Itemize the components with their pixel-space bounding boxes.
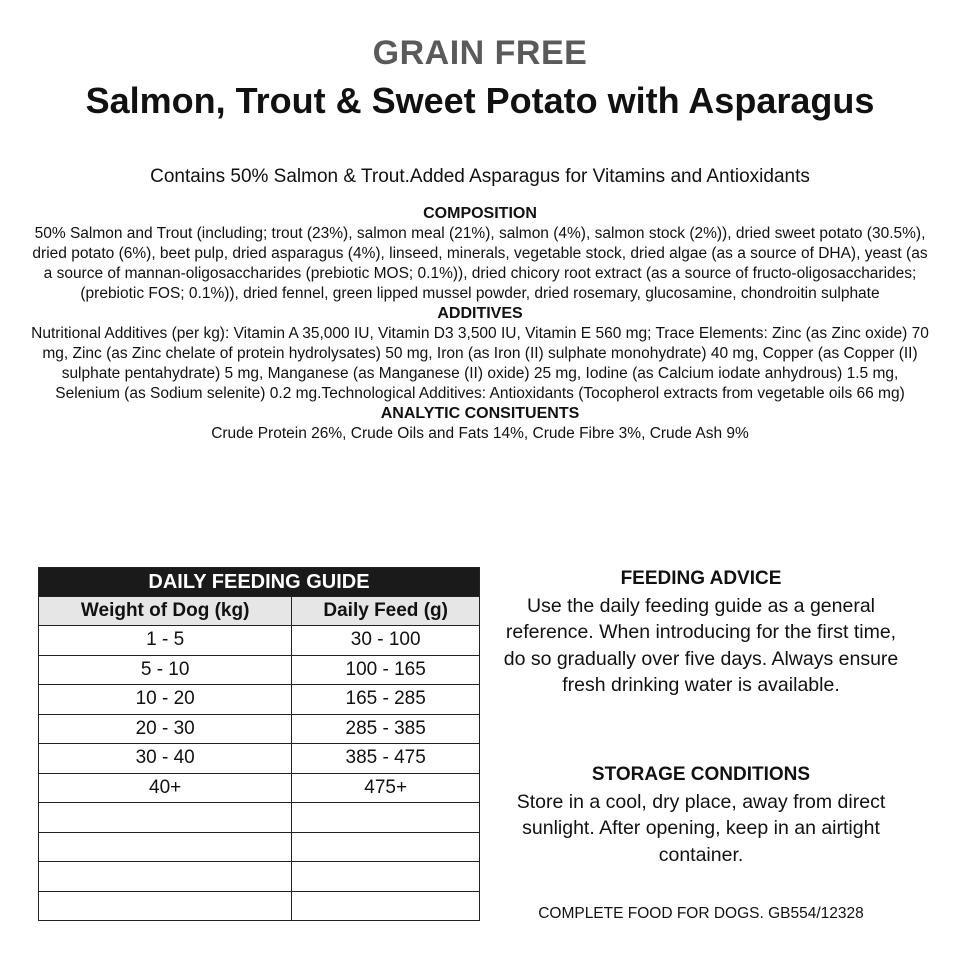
feed-cell: 30 - 100: [292, 626, 480, 656]
weight-cell: 20 - 30: [39, 714, 292, 744]
weight-cell: 10 - 20: [39, 685, 292, 715]
table-row: [39, 862, 480, 892]
feeding-advice-text: Use the daily feeding guide as a general reference. When introducing for the first time, do so gradually over five days. Always ensure fresh drinking water is available.: [503, 594, 899, 696]
product-title: Salmon, Trout & Sweet Potato with Asparagus: [85, 80, 875, 121]
feed-cell: 475+: [292, 773, 480, 803]
table-row: [39, 891, 480, 921]
column-header-weight: Weight of Dog (kg): [39, 597, 292, 626]
feed-cell: 165 - 285: [292, 685, 480, 715]
feeding-guide-title: DAILY FEEDING GUIDE: [39, 568, 480, 597]
feeding-advice-section: [500, 566, 902, 699]
weight-cell: 1 - 5: [39, 626, 292, 656]
composition-text: 50% Salmon and Trout (including; trout (23%), salmon meal (21%), salmon (4%), salmon stock (2%)), dried sweet potato (30.5%), dried potato (6%), beet pulp, dried asparagus (4%), linseed, minerals, vegetable stock, dried algae (as a source of DHA), yeast (as a source of mannan-oligosaccharides (prebiotic MOS; 0.1%)), dried chicory root extract (as a source of fructo-oligosaccharides; (prebiotic FOS; 0.1%)), dried fennel, green lipped mussel powder, dried rosemary, glucosamine, chondroitin sulphate: [32, 225, 928, 302]
feeding-advice-heading: FEEDING ADVICE: [620, 568, 782, 589]
table-row: [39, 714, 480, 744]
weight-cell: [39, 891, 292, 921]
analytic-heading: ANALYTIC CONSITUENTS: [380, 405, 580, 422]
table-row: [39, 685, 480, 715]
weight-cell: 40+: [39, 773, 292, 803]
composition-heading: COMPOSITION: [423, 205, 537, 222]
product-range-label: GRAIN FREE: [372, 34, 588, 72]
feed-cell: 385 - 475: [292, 744, 480, 774]
storage-conditions-text: Store in a cool, dry place, away from direct sunlight. After opening, keep in an airtight container.: [516, 790, 886, 866]
storage-conditions-heading: STORAGE CONDITIONS: [591, 764, 811, 785]
feed-cell: [292, 803, 480, 833]
feed-cell: [292, 862, 480, 892]
weight-cell: [39, 832, 292, 862]
weight-cell: 30 - 40: [39, 744, 292, 774]
tagline: Contains 50% Salmon & Trout.Added Asparagus for Vitamins and Antioxidants: [150, 166, 810, 187]
table-row: [39, 744, 480, 774]
additives-heading: ADDITIVES: [437, 305, 523, 322]
feed-cell: [292, 891, 480, 921]
table-row: [39, 803, 480, 833]
table-row: [39, 626, 480, 656]
table-row: [39, 655, 480, 685]
feeding-guide-table: [38, 567, 480, 921]
legal-footer: COMPLETE FOOD FOR DOGS. GB554/12328: [538, 905, 864, 922]
weight-cell: [39, 803, 292, 833]
table-row: [39, 832, 480, 862]
weight-cell: 5 - 10: [39, 655, 292, 685]
feed-cell: 100 - 165: [292, 655, 480, 685]
storage-conditions-section: [500, 762, 902, 868]
ingredients-panel: [30, 204, 930, 444]
table-row: [39, 773, 480, 803]
column-header-feed: Daily Feed (g): [292, 597, 480, 626]
feed-cell: [292, 832, 480, 862]
additives-text: Nutritional Additives (per kg): Vitamin A 35,000 IU, Vitamin D3 3,500 IU, Vitamin E 560 mg; Trace Elements: Zinc (as Zinc oxide) 70 mg, Zinc (as Zinc chelate of protein hydrolysates) 50 mg, Iron (as Iron (II) sulphate monohydrate) 40 mg, Copper (as Copper (II) sulphate pentahydrate) 5 mg, Manganese (as Manganese (II) oxide) 25 mg, Iodine (as Calcium iodate anhydrous) 1.5 mg, Selenium (as Sodium selenite) 0.2 mg.Technological Additives: Antioxidants (Tocopherol extracts from vegetable oils 66 mg): [31, 325, 929, 402]
analytic-text: Crude Protein 26%, Crude Oils and Fats 14%, Crude Fibre 3%, Crude Ash 9%: [211, 425, 749, 442]
weight-cell: [39, 862, 292, 892]
feed-cell: 285 - 385: [292, 714, 480, 744]
